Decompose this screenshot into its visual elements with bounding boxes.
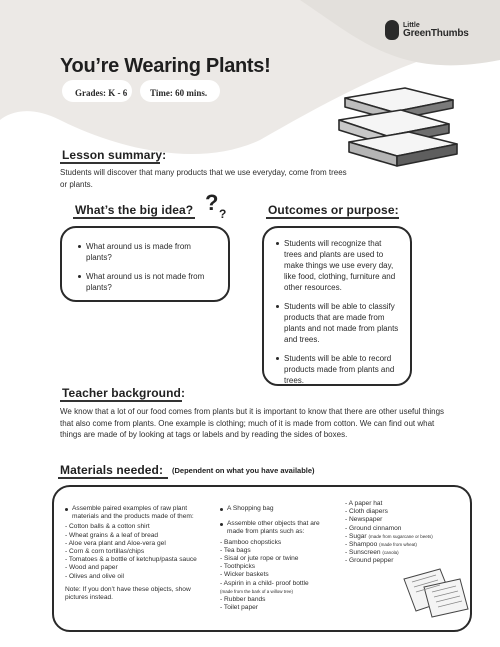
materials-intro-2: Assemble other objects that are made from plants such as: — [220, 520, 338, 536]
books-illustration — [335, 80, 460, 168]
materials-subheading: (Dependent on what you have available) — [172, 466, 315, 475]
outcome-item: Students will be able to classify products that are made from plants and not made from plants and trees. — [276, 301, 400, 345]
material-item: - A paper hat — [345, 500, 383, 507]
material-item-note: (made from wheat) — [379, 542, 417, 548]
material-item: - Cotton balls & a cotton shirt — [65, 523, 150, 531]
materials-intro: Assemble paired examples of raw plant materials and the products made of them: — [65, 505, 215, 521]
material-item-note: (made from sugarcane or beets) — [368, 533, 433, 539]
brand-line2: GreenThumbs — [403, 27, 469, 39]
material-item-note: (made from the bark of a willow tree) — [220, 588, 294, 594]
lesson-summary-heading: Lesson summary: — [62, 148, 167, 162]
lesson-summary-underline — [60, 162, 160, 164]
outcomes-box — [262, 226, 412, 386]
outcomes-underline — [266, 217, 399, 219]
outcome-item: Students will be able to record products made from plants and trees. — [276, 353, 400, 386]
materials-column-3 — [345, 500, 465, 566]
brand-line1: Little — [403, 21, 420, 29]
materials-underline — [58, 477, 168, 479]
material-item: - Ground pepper — [345, 557, 394, 565]
material-item: - Tomatoes & a bottle of ketchup/pasta sauce — [65, 556, 197, 564]
materials-column-2 — [220, 505, 338, 612]
big-idea-item: What around us is made from plants? — [78, 241, 216, 263]
material-item: - Shampoo — [345, 541, 378, 549]
material-item: - Aloe vera plant and Aloe-vera gel — [65, 539, 166, 547]
material-item: - Aspirin in a child- proof bottle — [220, 579, 309, 587]
big-idea-item: What around us is not made from plants? — [78, 271, 216, 293]
lesson-summary-text: Students will discover that many products that we use everyday, come from trees or plants. — [60, 168, 347, 189]
material-item: - Bamboo chopsticks — [220, 538, 282, 546]
page-title: You’re Wearing Plants! — [60, 55, 271, 77]
material-item: - Tea bags — [220, 546, 251, 554]
material-item: - Wood and paper — [65, 564, 118, 572]
materials-heading: Materials needed: — [60, 463, 164, 477]
thumb-icon — [385, 20, 399, 40]
materials-bag: A Shopping bag — [220, 505, 338, 513]
material-item: - Toothpicks — [220, 563, 256, 571]
material-item: - Corn & corn tortillas/chips — [65, 548, 145, 556]
materials-note: Note: If you don’t have these objects, show pictures instead. — [65, 585, 191, 602]
big-idea-box — [60, 226, 230, 302]
material-item: - Newspaper — [345, 516, 383, 524]
teacher-background-heading: Teacher background: — [62, 386, 186, 400]
brand-logo — [385, 20, 469, 40]
newspaper-illustration — [400, 565, 472, 620]
big-idea-heading: What’s the big idea? — [75, 203, 194, 217]
material-item: - Olives and olive oil — [65, 572, 125, 580]
question-mark-large: ? — [205, 190, 219, 215]
teacher-background-underline — [60, 400, 182, 402]
teacher-background-text: We know that a lot of our food comes from plants but it is important to know that there are other useful things that also come from plants. One example is clothing; much of it is made from cotton. We can find out what things are made of by looking at tags or labels and by reading the sides of boxes. — [60, 407, 445, 439]
grades-label: Grades: K - 6 — [75, 88, 128, 98]
material-item: - Sugar — [345, 532, 367, 540]
material-item: - Toilet paper — [220, 604, 258, 612]
material-item-note: (canola) — [382, 550, 399, 556]
material-item: - Sunscreen — [345, 549, 381, 557]
question-mark-small: ? — [219, 207, 227, 221]
outcome-item: Students will recognize that trees and plants are used to make things we use every day, like food, clothing, furniture and other resources. — [276, 238, 400, 293]
material-item: - Rubber bands — [220, 596, 266, 604]
material-item: - Wheat grains & a leaf of bread — [65, 531, 159, 539]
material-item: - Ground cinnamon — [345, 524, 402, 532]
time-label: Time: 60 mins. — [150, 88, 208, 98]
big-idea-underline — [73, 217, 195, 219]
outcomes-heading: Outcomes or purpose: — [268, 203, 399, 217]
material-item: - Cloth diapers — [345, 508, 388, 516]
materials-column-1 — [65, 505, 215, 602]
material-item: - Sisal or jute rope or twine — [220, 555, 299, 563]
material-item: - Wicker baskets — [220, 571, 269, 579]
